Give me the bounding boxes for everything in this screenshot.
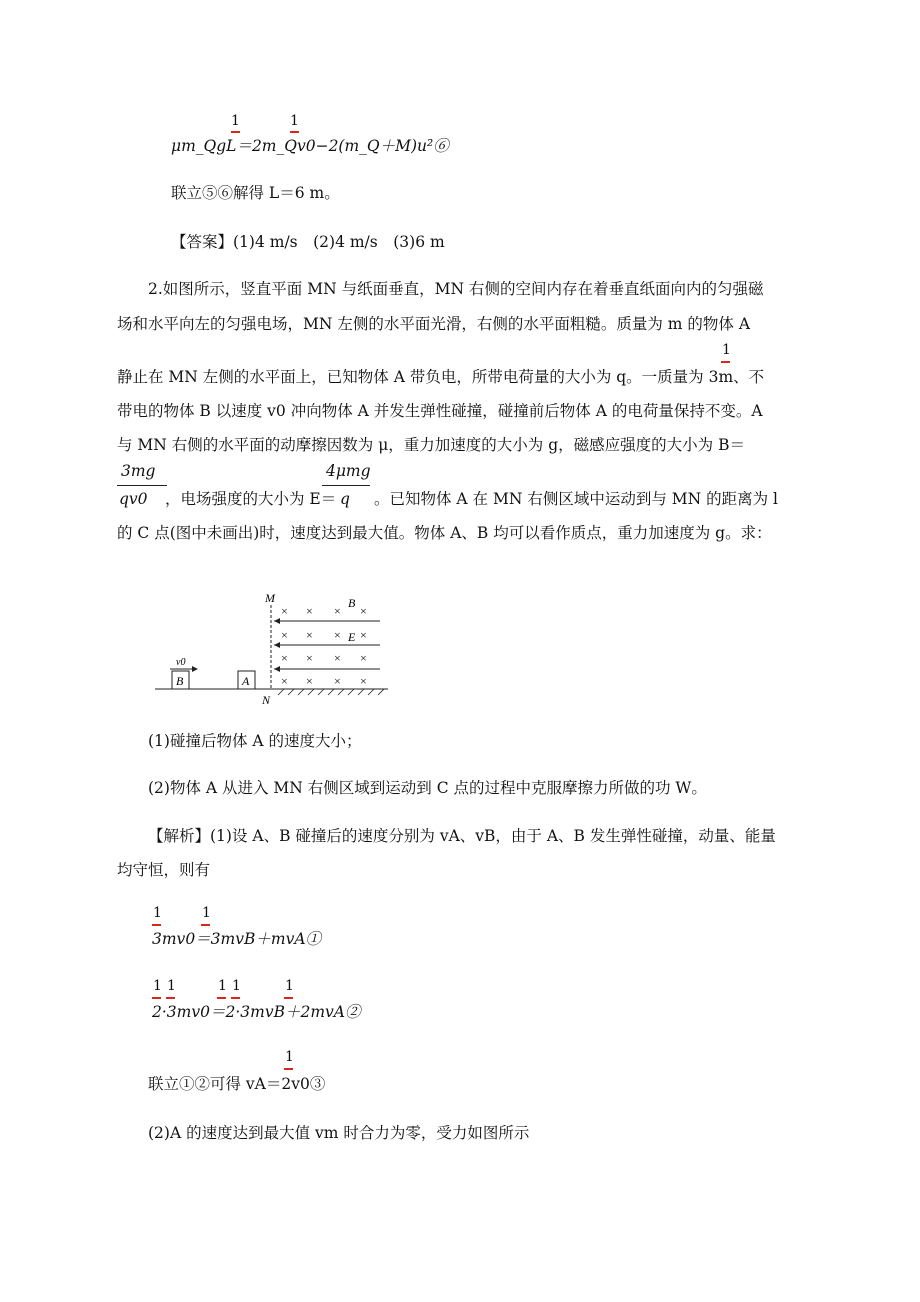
b-fraction-numerator: 3mg xyxy=(121,462,156,480)
problem2-line2: 场和水平向左的匀强电场，MN 左侧的水平面光滑，右侧的水平面粗糙。质量为 m 的物体 A xyxy=(117,315,751,333)
fraction-numerator: 1 xyxy=(167,978,176,994)
cross: × xyxy=(281,674,288,688)
fraction-bar xyxy=(217,997,226,999)
answer-1: 【答案】(1)4 m/s (2)4 m/s (3)6 m xyxy=(171,233,445,251)
fraction-numerator: 1 xyxy=(231,113,240,129)
fraction-numerator: 1 xyxy=(153,905,162,921)
fraction-numerator: 1 xyxy=(722,342,731,358)
fraction-numerator: 1 xyxy=(218,978,227,994)
fraction-bar xyxy=(284,997,293,999)
box-A-label: A xyxy=(242,674,250,688)
cross: × xyxy=(306,628,313,642)
cross: × xyxy=(360,604,367,618)
e-fraction-numerator: 4μmg xyxy=(326,462,371,480)
problem2-line5: 与 MN 右侧的水平面的动摩擦因数为 μ，重力加速度的大小为 g，磁感应强度的大小为 B＝ xyxy=(117,436,745,454)
cross: × xyxy=(334,604,341,618)
fraction-bar xyxy=(284,1068,293,1070)
problem2-line7: 的 C 点(图中未画出)时，速度达到最大值。物体 A、B 均可以看作质点，重力加速度为 g。求： xyxy=(117,524,772,542)
equation-6: μm_QgL＝2m_Qv0−2(m_Q＋M)u²⑥ xyxy=(171,137,449,155)
question-1: (1)碰撞后物体 A 的速度大小； xyxy=(148,732,362,750)
cross: × xyxy=(281,628,288,642)
fraction-bar xyxy=(231,131,240,133)
fraction-bar xyxy=(201,924,210,926)
fraction-numerator: 1 xyxy=(285,978,294,994)
problem2-line6: ，电场强度的大小为 E＝ xyxy=(165,490,337,508)
label-E: E xyxy=(348,630,356,644)
b-fraction-bar xyxy=(117,485,167,486)
problem2-line4: 带电的物体 B 以速度 v0 冲向物体 A 并发生弹性碰撞，碰撞前后物体 A 的电荷量保持不变。A xyxy=(117,402,763,420)
box-B-label: B xyxy=(176,674,184,688)
label-B-field: B xyxy=(348,596,356,610)
analysis-part2: (2)A 的速度达到最大值 vm 时合力为零，受力如图所示 xyxy=(148,1124,530,1142)
cross: × xyxy=(281,604,288,618)
fraction-numerator: 1 xyxy=(153,978,162,994)
fraction-bar xyxy=(152,997,161,999)
label-M: M xyxy=(265,591,275,605)
solve-line: 联立⑤⑥解得 L＝6 m。 xyxy=(171,184,340,202)
fraction-bar xyxy=(166,997,175,999)
cross: × xyxy=(281,651,288,665)
analysis-line1: 【解析】(1)设 A、B 碰撞后的速度分别为 vA、vB，由于 A、B 发生弹性碰撞，动量、能量 xyxy=(148,827,776,845)
cross: × xyxy=(334,674,341,688)
physics-figure xyxy=(150,585,395,710)
cross: × xyxy=(306,651,313,665)
fraction-bar xyxy=(290,131,299,133)
fraction-bar xyxy=(721,361,730,363)
question-2: (2)物体 A 从进入 MN 右侧区域到运动到 C 点的过程中克服摩擦力所做的功 W。 xyxy=(148,779,707,797)
problem2-line6b: 。已知物体 A 在 MN 右侧区域中运动到与 MN 的距离为 l xyxy=(374,490,779,508)
cross: × xyxy=(306,604,313,618)
equation-result: 联立①②可得 vA＝2v0③ xyxy=(148,1075,326,1093)
problem2-line1: 2.如图所示，竖直平面 MN 与纸面垂直，MN 右侧的空间内存在着垂直纸面向内的匀强磁 xyxy=(148,280,764,298)
fraction-numerator: 1 xyxy=(202,905,211,921)
cross: × xyxy=(360,651,367,665)
equation-momentum: 3mv0＝3mvB＋mvA① xyxy=(152,930,322,948)
fraction-numerator: 1 xyxy=(285,1049,294,1065)
b-fraction-denominator: qv0 xyxy=(119,490,148,508)
fraction-numerator: 1 xyxy=(232,978,241,994)
e-fraction-denominator: q xyxy=(340,490,350,508)
cross: × xyxy=(360,674,367,688)
fraction-bar xyxy=(231,997,240,999)
problem2-line3: 静止在 MN 左侧的水平面上，已知物体 A 带负电，所带电荷量的大小为 q。一质量为 3m、不 xyxy=(117,368,765,386)
equation-energy: 2·3mv0＝2·3mvB＋2mvA② xyxy=(152,1003,361,1021)
label-N: N xyxy=(262,693,271,707)
cross: × xyxy=(360,628,367,642)
cross: × xyxy=(334,651,341,665)
fraction-numerator: 1 xyxy=(290,113,299,129)
cross: × xyxy=(334,628,341,642)
label-v0: v0 xyxy=(176,657,186,668)
e-fraction-bar xyxy=(322,485,370,486)
analysis-line2: 均守恒，则有 xyxy=(117,861,211,879)
cross: × xyxy=(306,674,313,688)
fraction-bar xyxy=(152,924,161,926)
